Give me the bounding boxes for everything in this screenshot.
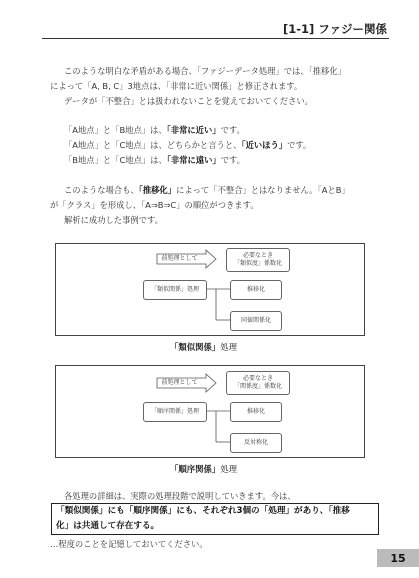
chapter-title: [1-1] ファジー関係 [282,22,387,36]
page-number: 15 [377,549,419,567]
highlight-line-1: 「類似関係」にも「順序関係」にも、それぞれ3個の「処理」があり、「推移 [56,506,350,516]
relation-line-1: 「A地点」と「B地点」は、「非常に近い」です。 [64,125,245,135]
intro-line-2: によって「A, B, C」3地点は、「非常に近い関係」と修正されます。 [50,81,303,91]
figure2-transitive-box: 推移化 [230,402,282,422]
relation-line-2: 「A地点」と「C地点」は、どちらかと言うと、「近いほう」です。 [64,140,312,150]
closing-line-1: 各処理の詳細は、実際の処理段階で説明していきます。今は、 [64,491,296,501]
highlight-line-2: 化」は共通して存在する。 [56,521,160,531]
para2-line-2: が「クラス」を形成し、「A⇒B⇒C」の順位がつきます。 [50,200,259,210]
figure2-arrow-label: 前処理として [161,379,198,386]
intro-line-3: データが「不整合」とは扱われないことを覚えておいてください。 [64,96,313,106]
figure1-main-box: 「類似関係」処理 [143,280,207,300]
figure1-arrow-label: 前処理として [161,255,198,262]
figure1-transitive-box: 推移化 [230,280,282,300]
header-rule [42,38,389,39]
figure1-need-box: 必要なとき 「類似度」係数化 [226,248,290,272]
figure2-need-box: 必要なとき 「関係度」係数化 [226,371,290,395]
figure1-caption: 「類似関係」処理 [170,342,237,352]
figure-similarity-diagram [55,243,365,336]
highlight-box [51,503,379,535]
closing-line-2: …程度のことを記憶しておいてください。 [50,539,208,549]
figure2-antisymmetric-box: 反対称化 [230,433,282,453]
intro-line-1: このような明白な矛盾がある場合、「ファジーデータ処理」では、「推移化」 [64,66,346,76]
figure2-caption: 「順序関係」処理 [170,464,237,474]
figure2-main-box: 「順序関係」処理 [143,402,207,422]
figure1-connectors [56,244,364,335]
para2-line-3: 解析に成功した事例です。 [64,215,163,225]
relation-line-3: 「B地点」と「C地点」は、「非常に遠い」です。 [64,155,245,165]
figure-order-diagram [55,365,365,458]
figure2-connectors [56,366,364,457]
para2-line-1: このような場合も、「推移化」によって「不整合」とはなりません。「AとB」 [64,185,350,195]
figure1-equivalence-box: 同値関係化 [230,311,282,331]
